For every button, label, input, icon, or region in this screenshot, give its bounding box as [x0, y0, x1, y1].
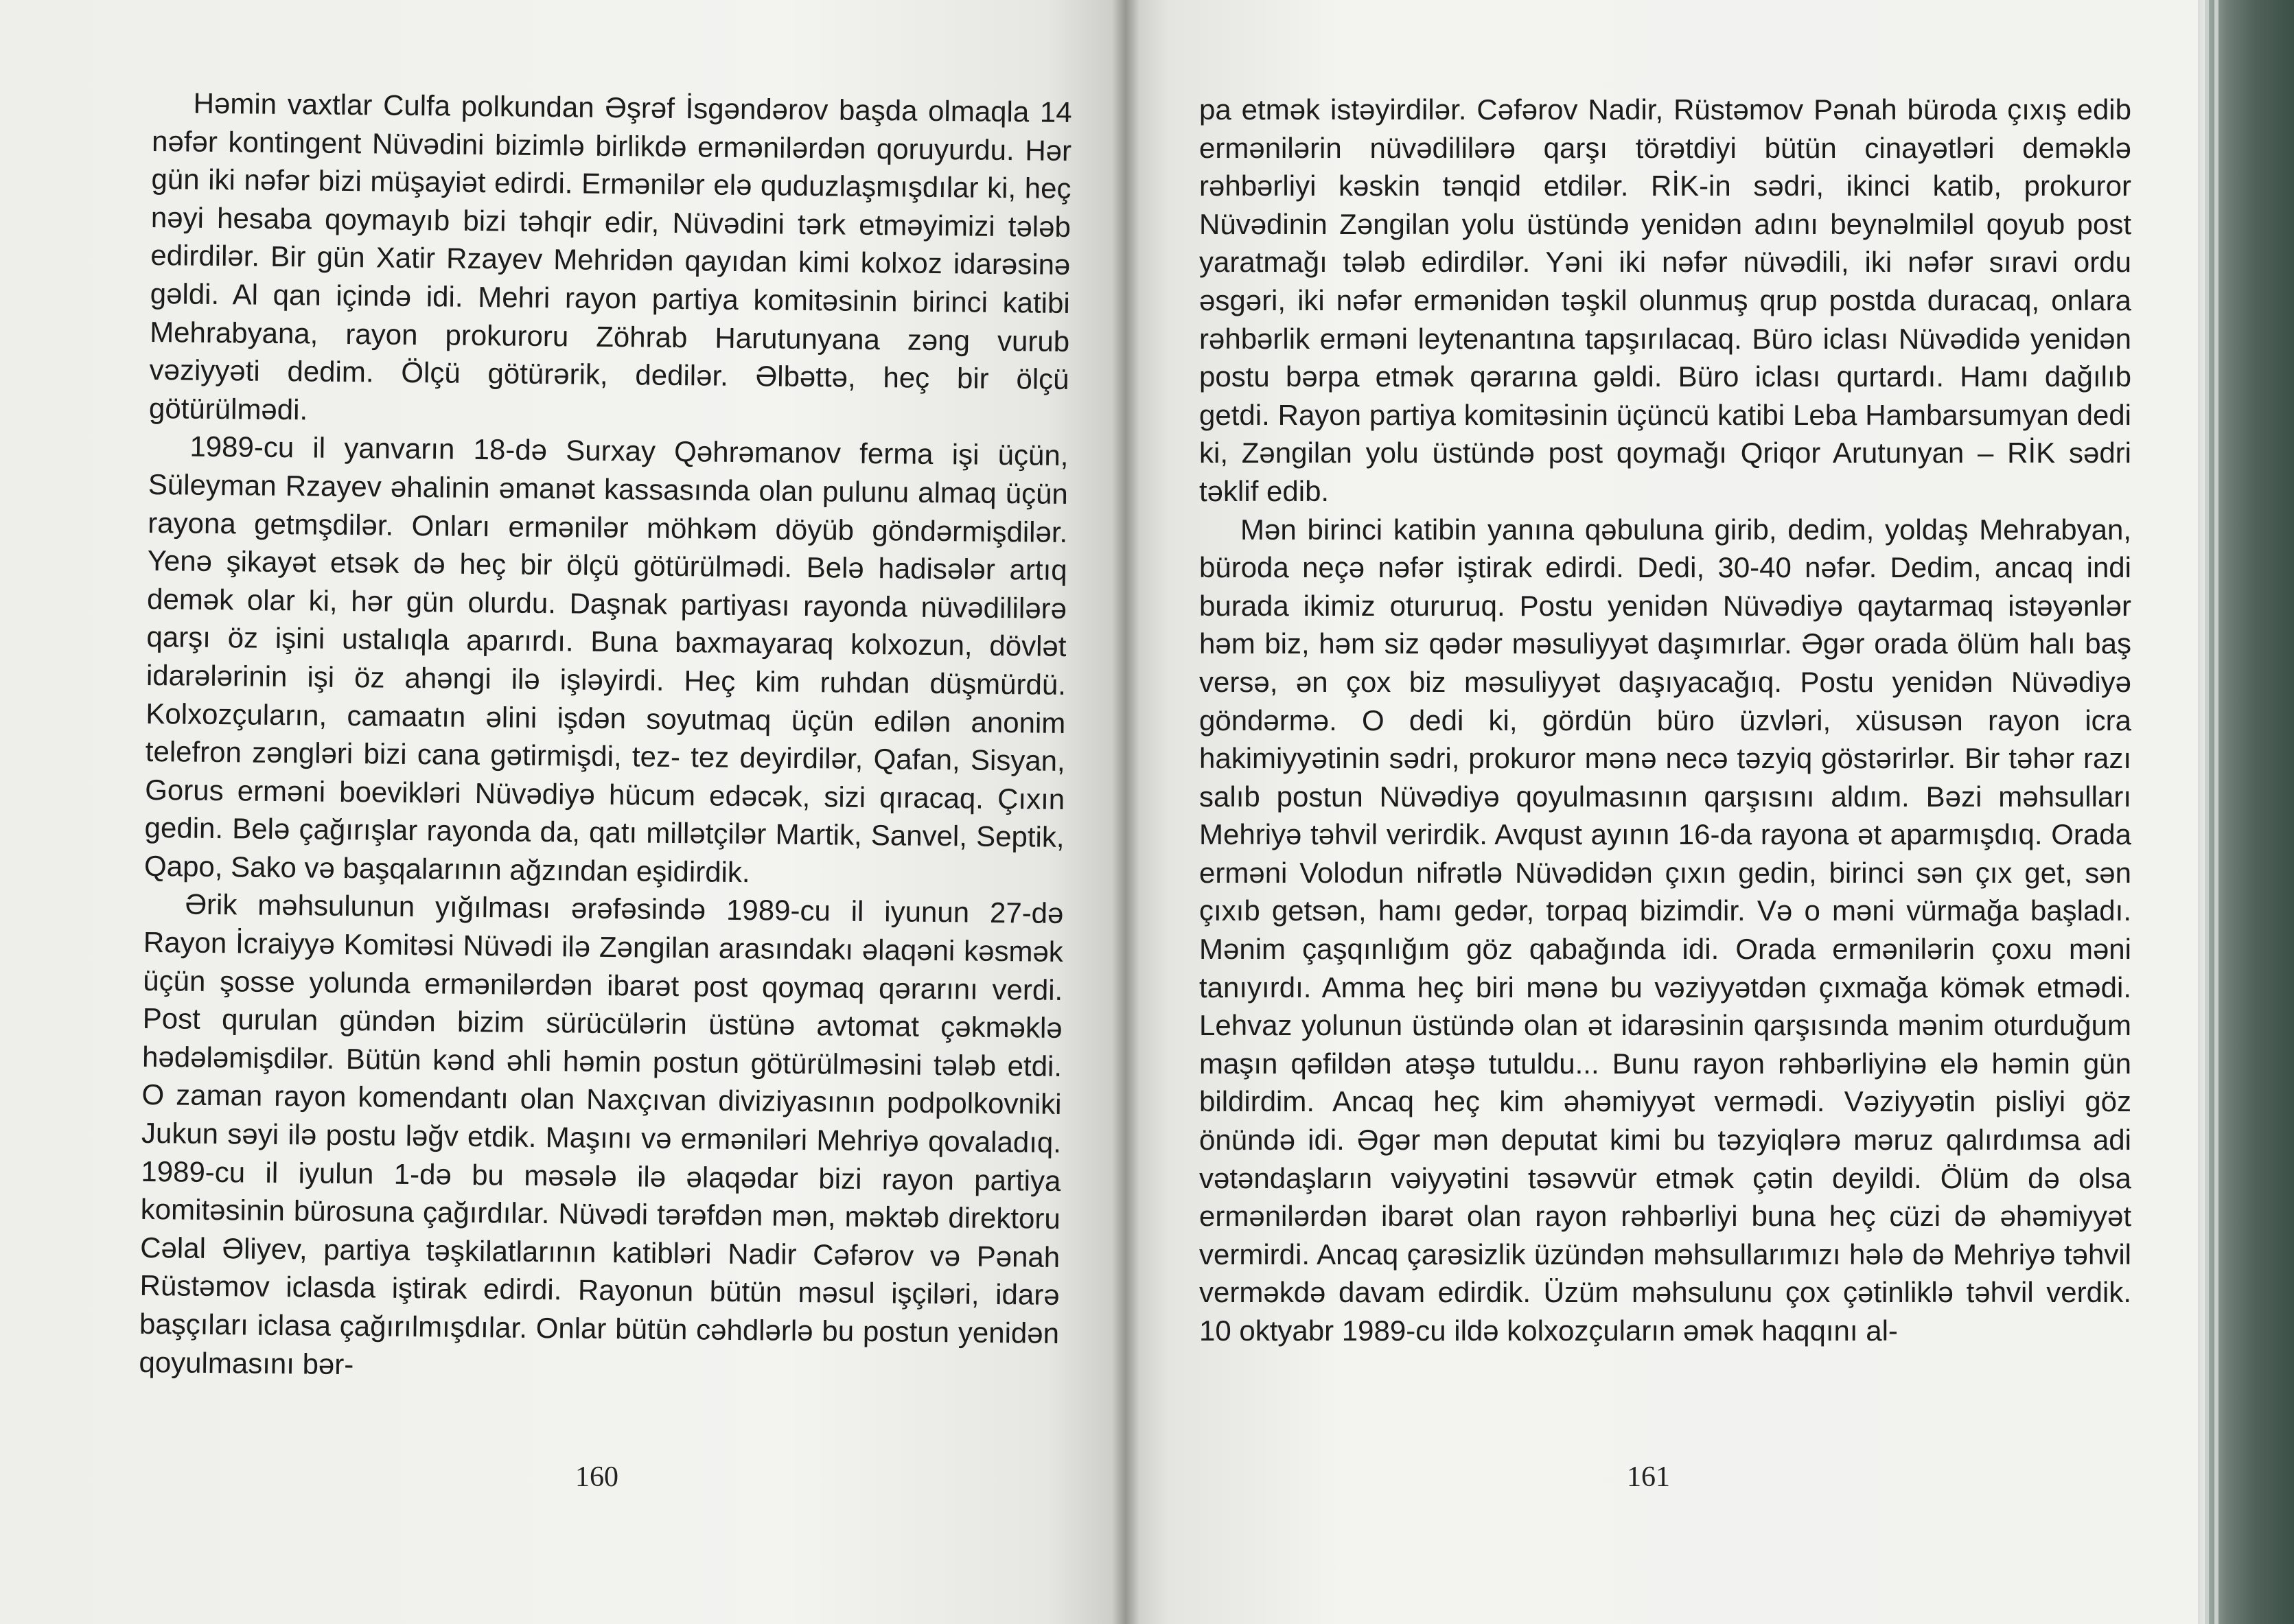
left-page [0, 0, 1126, 1624]
page-number: 160 [575, 1461, 618, 1493]
paragraph: Ərik məhsulunun yığılması ərəfəsində 1989-cu il iyunun 27-də Rayon İcraiyyə Komitəsi Nüvədi ilə Zəngilan arasındakı əlaqəni kəsmək üçün şosse yolunda ermənilərdən ibarət post qoymaq qərarını verdi. Post qurulan gündən bizim sürücülərin üstünə avtomat çəkməklə hədələmişdilər. Bütün kənd əhli həmin postun götürülməsini tələb etdi. O zaman rayon komendantı olan Naxçıvan diviziyasının podpolkovniki Jukun səyi ilə postu ləğv etdik. Maşını və erməniləri Mehriyə qovaladıq. 1989-cu il iyulun 1-də bu məsələ ilə əlaqədar bizi rayon partiya komitəsinin bürosuna çağırdılar. Nüvədi tərəfdən mən, məktəb direktoru Cəlal Əliyev, partiya təşkilatlarının katibləri Nadir Cəfərov və Pənah Rüstəmov iclasda iştirak edirdi. Rayonun bütün məsul işçiləri, idarə başçıları iclasa çağırılmışdılar. Onlar bütün cəhdlərlə bu postun yenidən qoyulmasını bər- [139, 888, 1064, 1380]
right-page [1126, 0, 2198, 1624]
paragraph: Həmin vaxtlar Culfa polkundan Əşrəf İsgəndərov başda olmaqla 14 nəfər kontingent Nüvədini bizimlə birlikdə ermənilərdən qoruyurdu. Hər gün iki nəfər bizi müşayiət edirdi. Ermənilər elə quduzlaşmışdılar ki, heç nəyi hesaba qoymayıb bizi təhqir edir, Nüvədini tərk etməyimizi tələb edirdilər. Bir gün Xatir Rzayev Mehridən qayıdan kimi kolxoz idarəsinə gəldi. Al qan içində idi. Mehri rayon partiya komitəsinin birinci katibi Mehrabyana, rayon prokuroru Zöhrab Harutunyana zəng vurub vəziyyəti dedim. Ölçü götürərik, dedilər. Əlbəttə, heç bir ölçü götürülmədi. [148, 86, 1072, 426]
book-cover-edge [2198, 0, 2294, 1624]
cover-stripe [2214, 0, 2218, 1624]
book-gutter [1112, 0, 1139, 1624]
cover-stripe [2205, 0, 2209, 1624]
page-number: 161 [1627, 1461, 1670, 1493]
paragraph: 1989-cu il yanvarın 18-də Surxay Qəhrəmanov ferma işi üçün, Süleyman Rzayev əhalinin əmanət kassasında olan pulunu almaq üçün rayona getmşdilər. Onları ermənilər möhkəm döyüb göndərmişdilər. Yenə şikayət etsək də heç bir ölçü götürülmədi. Belə hadisələr artıq demək olar ki, hər gün olurdu. Daşnak partiyası rayonda nüvədililərə qarşı öz işini ustalıqla aparırdı. Buna baxmayaraq kolxozun, dövlət idarələrinin işi öz ahəngi ilə işləyirdi. Heç kim ruhdan düşmürdü. Kolxozçuların, camaatın əlini işdən soyutmaq üçün edilən anonim telefron zəngləri bizi cana gətirmişdi, tez- tez deyirdilər, Qafan, Sisyan, Gorus erməni boevikləri Nüvədiyə hücum edəcək, sizi qıracaq. Çıxın gedin. Belə çağırışlar rayonda da, qatı millətçilər Martik, Sanvel, Septik, Qapo, Sako və başqalarının ağzından eşidirdik. [143, 430, 1069, 889]
paragraph: Mən birinci katibin yanına qəbuluna girib, dedim, yoldaş Mehrabyan, büroda neçə nəfər iştirak edirdi. Dedi, 30-40 nəfər. Dedim, ancaq indi burada ikimiz otururuq. Postu yenidən Nüvədiyə qaytarmaq istəyənlər həm biz, həm siz qədər məsuliyyət daşımırlar. Əgər orada ölüm halı baş versə, ən çox biz məsuliyyət daşıyacağıq. Postu yenidən Nüvədiyə göndərmə. O dedi ki, gördün büro üzvləri, xüsusən rayon icra hakimiyyətinin sədri, prokuror mənə necə təzyiq göstərirlər. Bir təhər razı salıb postun Nüvədiyə qoyulmasının qarşısını aldım. Bəzi məhsulları Mehriyə təhvil verirdik. Avqust ayının 16-da rayona ət aparmışdıq. Orada erməni Volodun nifrətlə Nüvədidən çıxın gedin, birinci sən çıx get, sən çıxıb getsən, hamı gedər, torpaq bizimdir. Və o məni vürmağa başladı. Mənim çaşqınlığım göz qabağında idi. Orada ermənilərin çoxu məni tanıyırdı. Amma heç biri mənə bu vəziyyətdən çıxmağa kömək etmədi. Lehvaz yolunun üstündə olan ət idarəsinin qarşısında mənim oturduğum maşın qəfildən atəşə tutuldu... Bunu rayon rəhbərliyinə elə həmin gün bildirdim. Ancaq heç kim əhəmiyyət vermədi. Vəziyyətin pisliyi göz önündə idi. Əgər mən deputat kimi bu təzyiqlərə məruz qalırdımsa adi vətəndaşların vəiyyətini təsəvvür etmək çətin deyildi. Ölüm də olsa ermənilərdən ibarət olan rayon rəhbərliyi buna heç cüzi də əhəmiyyət vermirdi. Ancaq çarəsizlik üzündən məhsullarımızı hələ də Mehriyə təhvil verməkdə davam edirdik. Üzüm məhsulunu çox çətinliklə təhvil verdik. 10 oktyabr 1989-cu ildə kolxozçuların əmək haqqını al- [1199, 513, 2131, 1347]
paragraph: pa etmək istəyirdilər. Cəfərov Nadir, Rüstəmov Pənah büroda çıxış edib ermənilərin nüvədililərə qarşı törətdiyi bütün cinayətləri deməklə rəhbərliyi kəskin tənqid etdilər. RİK-in sədri, ikinci katib, prokuror Nüvədinin Zəngilan yolu üstündə yenidən adını beynəlmiləl qoyub post yaratmağı tələb edirdilər. Yəni iki nəfər nüvədili, iki nəfər sıravi ordu əsgəri, iki nəfər ermənidən təşkil olunmuş qrup postda duracaq, onlara rəhbərlik erməni leytenantına tapşırılacaq. Büro iclası Nüvədidə yenidən postu bərpa etmək qərarına gəldi. Büro iclası qurtardı. Hamı dağılıb getdi. Rayon partiya komitəsinin üçüncü katibi Leba Hambarsumyan dedi ki, Zəngilan yolu üstündə post qoymağı Qriqor Arutunyan – RİK sədri təklif edib. [1199, 93, 2131, 507]
left-page-text [139, 84, 1072, 1391]
right-page-text [1199, 91, 2131, 1350]
